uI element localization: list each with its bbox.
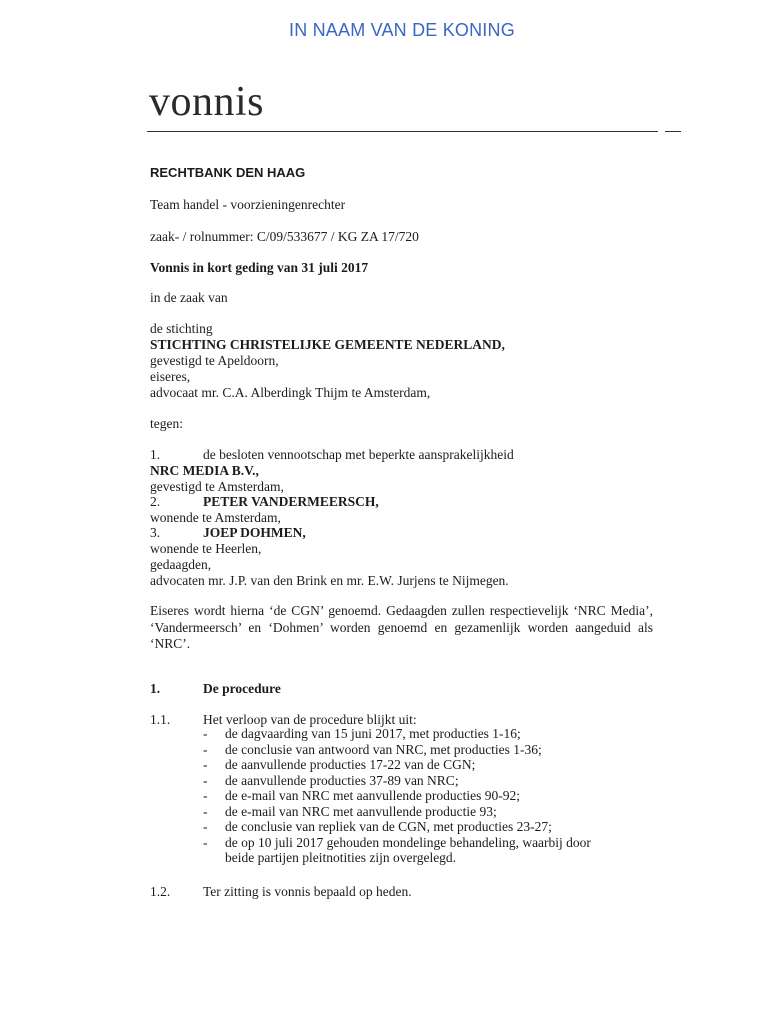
list-dash: -	[203, 726, 208, 741]
list-dash: -	[203, 741, 208, 757]
paragraph-1-2-number: 1.2.	[150, 884, 171, 899]
defendant-3-name: JOEP DOHMEN,	[203, 525, 306, 540]
defendants-role: gedaagden,	[150, 557, 212, 572]
title-divider	[147, 131, 658, 132]
defendant-1-type: de besloten vennootschap met beperkte aansprakelijkheid	[203, 447, 514, 462]
defendants-counsel: advocaten mr. J.P. van den Brink en mr. E.W. Jurjens te Nijmegen.	[150, 573, 509, 588]
plaintiff-name: STICHTING CHRISTELIJKE GEMEENTE NEDERLAND,	[150, 337, 505, 352]
procedure-list	[203, 726, 623, 866]
defendant-3-number: 3.	[150, 525, 161, 540]
list-item: - de conclusie van repliek van de CGN, met producties 23-27;	[203, 819, 552, 834]
defendant-1-number: 1.	[150, 447, 161, 462]
list-item: - de conclusie van antwoord van NRC, met producties 1-36;	[203, 741, 542, 757]
list-item: - de op 10 juli 2017 gehouden mondelinge behandeling, waarbij door beide partijen pleitnotities zijn overgelegd.	[203, 834, 591, 865]
defendant-2-number: 2.	[150, 494, 161, 509]
paragraph-1-1-intro: Het verloop van de procedure blijkt uit:	[203, 712, 417, 727]
plaintiff-role: eiseres,	[150, 369, 191, 384]
defendant-1-residence: gevestigd te Amsterdam,	[150, 479, 284, 494]
list-dash: -	[203, 803, 208, 819]
list-item: - de e-mail van NRC met aanvullende productie 93;	[203, 803, 497, 819]
list-dash: -	[203, 757, 208, 772]
royal-stamp-header: IN NAAM VAN DE KONING	[289, 20, 515, 40]
section-title: De procedure	[203, 681, 281, 696]
paragraph-1-1-number: 1.1.	[150, 712, 171, 727]
plaintiff-seat: gevestigd te Apeldoorn,	[150, 353, 279, 368]
court-name: RECHTBANK DEN HAAG	[150, 165, 306, 180]
list-item: - de e-mail van NRC met aanvullende producties 90-92;	[203, 788, 521, 803]
list-item: - de aanvullende producties 17-22 van de CGN;	[203, 757, 476, 772]
defendant-2-name: PETER VANDERMEERSCH,	[203, 494, 379, 509]
list-dash: -	[203, 772, 208, 788]
case-number: zaak- / rolnummer: C/09/533677 / KG ZA 17/720	[150, 229, 419, 244]
against-label: tegen:	[150, 416, 183, 431]
defendant-3-residence: wonende te Heerlen,	[150, 541, 262, 556]
judgment-heading: Vonnis in kort geding van 31 juli 2017	[150, 260, 369, 275]
plaintiff-type: de stichting	[150, 321, 213, 336]
naming-paragraph: Eiseres wordt hierna ‘de CGN’ genoemd. Gedaagden zullen respectievelijk ‘NRC Media’, ‘Vandermeersch’ en ‘Dohmen’ worden genoemd en gezamenlijk worden aangeduid als ‘NRC’.	[150, 603, 653, 651]
title-divider-tail	[665, 131, 681, 132]
in-case-of: in de zaak van	[150, 290, 228, 305]
defendant-2-residence: wonende te Amsterdam,	[150, 510, 281, 525]
list-dash: -	[203, 819, 208, 834]
plaintiff-counsel: advocaat mr. C.A. Alberdingk Thijm te Amsterdam,	[150, 385, 431, 400]
list-item: - de dagvaarding van 15 juni 2017, met producties 1-16;	[203, 726, 521, 741]
paragraph-1-2-text: Ter zitting is vonnis bepaald op heden.	[203, 884, 412, 899]
section-number: 1.	[150, 681, 161, 696]
list-dash: -	[203, 834, 208, 850]
document-title: vonnis	[149, 79, 265, 125]
list-item: - de aanvullende producties 37-89 van NRC;	[203, 772, 459, 788]
team-name: Team handel - voorzieningenrechter	[150, 197, 346, 212]
defendant-1-name: NRC MEDIA B.V.,	[150, 463, 259, 478]
list-dash: -	[203, 788, 208, 803]
